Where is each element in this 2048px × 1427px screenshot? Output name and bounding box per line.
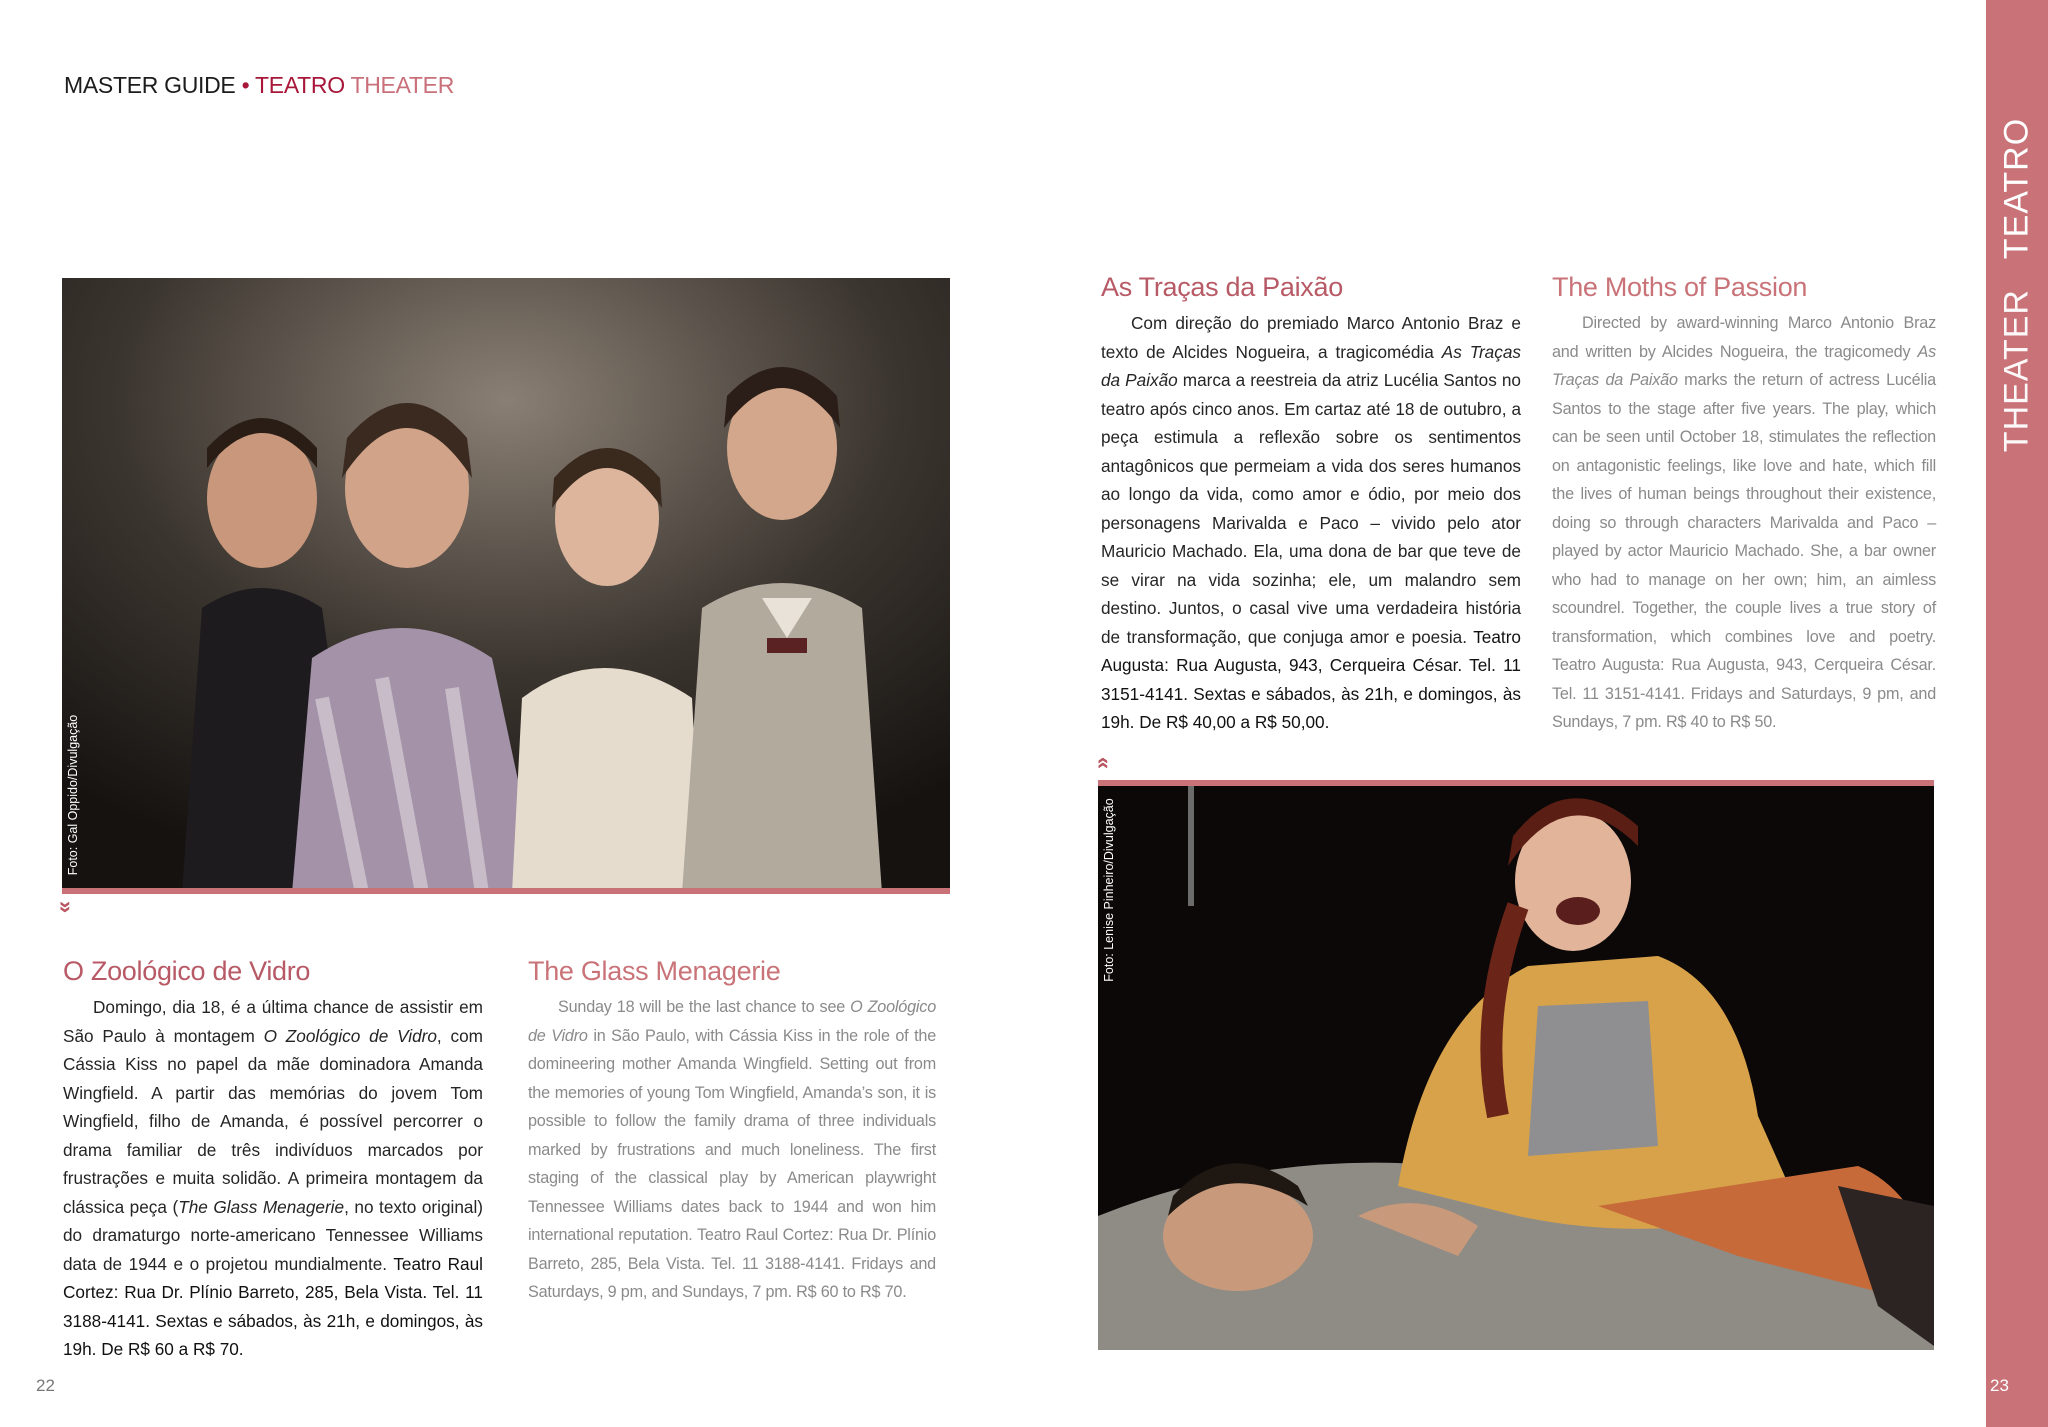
header-bullet: • <box>241 72 250 98</box>
photo2-credit-text: Foto: Lenise Pinheiro/Divulgação <box>1102 798 1116 982</box>
stage-scene-photo <box>1098 786 1934 1350</box>
article-body: Directed by award-winning Marco Antonio Braz and written by Alcides Nogueira, the tragicomedy As Traças da Paixão marks the return of actress Lucélia Santos to the stage after five years. The play, which can be seen until October 18, stimulates the reflection on antagonistic feelings, like love and hate, which fill the lives of human beings throughout their existence, doing so through characters Marivalda and Paco – played by actor Mauricio Machado. She, a bar owner who had to manage on her own; him, an aimless scoundrel. Together, the couple lives a true story of transformation, which combines love and poetry. Teatro Augusta: Rua Augusta, 943, Cerqueira César. Tel. 11 3151-4141. Fridays and Saturdays, 9 pm, and Sundays, 7 pm. R$ 40 to R$ 50. <box>1552 314 1936 731</box>
page-number-right: 23 <box>1990 1376 2009 1395</box>
chevron-down-icon: » <box>54 900 80 914</box>
article-title: O Zoológico de Vidro <box>63 956 311 986</box>
photo1-accent-bar <box>62 888 950 894</box>
article-body: Domingo, dia 18, é a última chance de assistir em São Paulo à montagem O Zoológico de Vidro, com Cássia Kiss no papel da mãe dominadora Amanda Wingfield. A partir das memórias do jovem Tom Wingfield, filho de Amanda, é possível percorrer o drama familiar de três indivíduos marcados por frustrações e muita solidão. A primeira montagem da clássica peça (The Glass Menagerie, no texto original) do dramaturgo norte-americano Tennessee Williams data de 1944 e o projetou mundialmente. Teatro Raul Cortez: Rua Dr. Plínio Barreto, 285, Bela Vista. Tel. 11 3188-4141. Sextas e sábados, às 21h, e domingos, às 19h. De R$ 60 a R$ 70. <box>63 997 483 1359</box>
cast-portrait-photo <box>62 278 950 893</box>
photo2-credit <box>1098 790 1120 990</box>
article-body: Sunday 18 will be the last chance to see O Zoológico de Vidro in São Paulo, with Cássia Kiss in the role of the domineering mother Amanda Wingfield. Setting out from the memories of young Tom Wingfield, Amanda’s son, it is possible to follow the family drama of three individuals marked by frustrations and much loneliness. The first staging of the classical play by American playwright Tennessee Williams dates back to 1944 and won him international reputation. Teatro Raul Cortez: Rua Dr. Plínio Barreto, 285, Bela Vista. Tel. 11 3188-4141. Fridays and Saturdays, 9 pm, and Sundays, 7 pm. R$ 60 to R$ 70. <box>528 998 937 1301</box>
article-body: Com direção do premiado Marco Antonio Braz e texto de Alcides Nogueira, a tragicomédia As Traças da Paixão marca a reestreia da atriz Lucélia Santos no teatro após cinco anos. Em cartaz até 18 de outubro, a peça estimula a reflexão sobre os sentimentos antagônicos que permeiam a vida dos seres humanos ao longo da vida, como amor e ódio, por meio dos personagens Marivalda e Paco – vivido pelo ator Mauricio Machado. Ela, uma dona de bar que teve de se virar na vida sozinha; ele, um malandro sem destino. Juntos, o casal vive uma verdadeira história de transformação, que conjuga amor e poesia. Teatro Augusta: Rua Augusta, 943, Cerqueira César. Tel. 11 3151-4141. Sextas e sábados, às 21h, e domingos, às 19h. De R$ 40,00 a R$ 50,00. <box>1101 313 1521 732</box>
article-glass-menagerie-en <box>528 956 936 1307</box>
article-zoologico-pt <box>63 956 483 1364</box>
venue-info: Teatro Augusta: Rua Augusta, 943, Cerqueira César. Tel. 11 3151-4141. Sextas e sábados, às 21h, e domingos, às 19h. De R$ 40,00 a R$ 50,00. <box>1101 626 1521 732</box>
article-title: The Moths of Passion <box>1552 272 1808 302</box>
article-tracas-pt <box>1101 272 1521 737</box>
article-title: As Traças da Paixão <box>1101 272 1343 302</box>
article-moths-en <box>1552 272 1936 737</box>
photo1-credit-text: Foto: Gal Oppido/Divulgação <box>66 714 80 876</box>
running-header <box>64 72 454 99</box>
page-number-left: 22 <box>36 1376 55 1395</box>
venue-info: Teatro Raul Cortez: Rua Dr. Plínio Barreto, 285, Bela Vista. Tel. 11 3188-4141. Fridays and Saturdays, 9 pm, and Sundays, 7 pm. R$ 60 to R$ 70. <box>528 1226 937 1301</box>
venue-info: Teatro Raul Cortez: Rua Dr. Plínio Barreto, 285, Bela Vista. Tel. 11 3188-4141. Sextas e sábados, às 21h, e domingos, às 19h. De R$ 60 a R$ 70. <box>63 1253 483 1359</box>
side-section-label <box>1986 117 2048 453</box>
header-teatro: TEATRO <box>255 72 345 98</box>
header-theater: THEATER <box>350 72 455 98</box>
side-label-teatro: TEATRO <box>1997 117 2036 260</box>
photo1-credit <box>62 700 84 890</box>
article-title: The Glass Menagerie <box>528 956 781 986</box>
side-label-theater: THEATER <box>1997 289 2036 453</box>
venue-info: Teatro Augusta: Rua Augusta, 943, Cerqueira César. Tel. 11 3151-4141. Fridays and Saturdays, 9 pm, and Sundays, 7 pm. R$ 40 to R$ 50. <box>1552 656 1936 731</box>
header-guide: MASTER GUIDE <box>64 72 236 98</box>
chevron-up-icon: « <box>1092 756 1118 770</box>
